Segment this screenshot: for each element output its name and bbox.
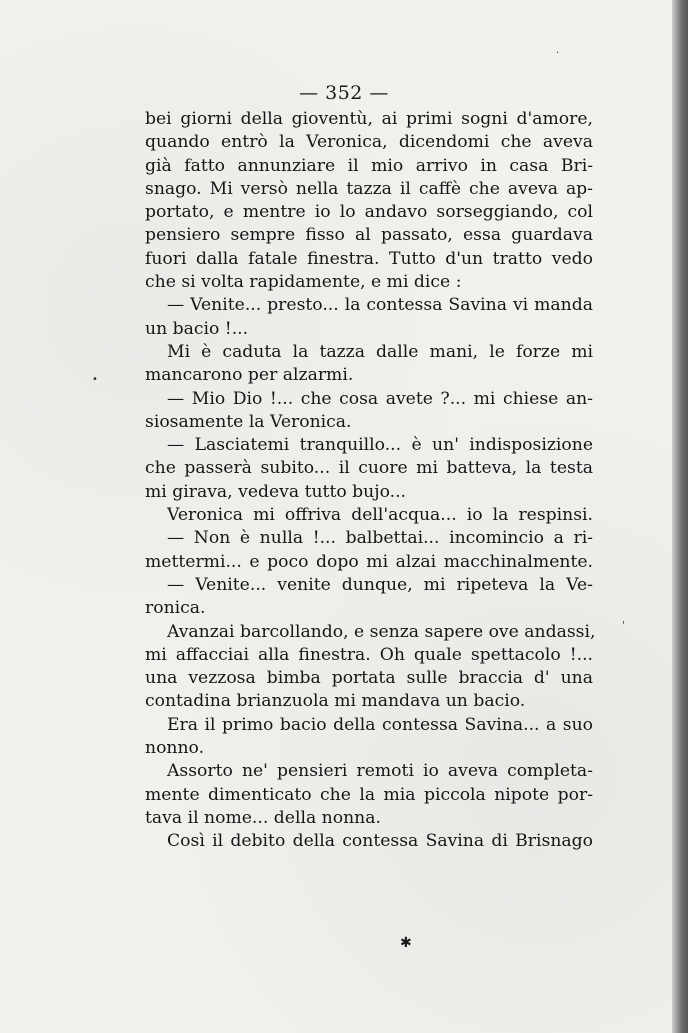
text-line: pensiero sempre fisso al passato, essa guardava [145,225,593,246]
text-line: una vezzosa bimba portata sulle braccia d' una [145,668,593,689]
page-number: — 352 — [299,82,389,104]
text-line: Veronica mi offriva dell'acqua... io la respinsi. [167,505,593,526]
text-line: — Venite... presto... la contessa Savina vi manda [167,295,593,316]
text-line: — Lasciatemi tranquillo... è un' indisposizione [167,435,593,456]
text-line: Così il debito della contessa Savina di Brisnago [167,831,593,852]
text-line: contadina brianzuola mi mandava un bacio. [145,691,526,712]
ink-speck: · [556,48,560,59]
page-edge-shadow [672,0,688,1033]
text-line: siosamente la Veronica. [145,411,352,432]
text-line: bei giorni della gioventù, ai primi sogni d'amore, [145,109,593,129]
text-line: — Venite... venite dunque, mi ripeteva la Ve- [167,574,593,595]
text-line: nonno. [145,738,205,759]
ornament-mark: ✱ [400,935,412,951]
ink-speck: ' [622,620,625,631]
text-line: Era il primo bacio della contessa Savina... a suo [167,714,593,735]
text-line: mettermi... e poco dopo mi alzai macchinalmente. [145,551,593,572]
body-text [145,108,596,854]
text-line: — Non è nulla !... balbettai... incomincio a ri- [167,528,593,549]
text-line: mancarono per alzarmi. [145,365,354,386]
text-line: portato, e mentre io lo andavo sorseggiando, col [145,202,593,223]
text-line: fuori dalla fatale finestra. Tutto d'un tratto vedo [145,248,593,269]
text-line: snago. Mi versò nella tazza il caffè che aveva ap- [145,178,593,199]
text-line: mi affacciai alla finestra. Oh quale spettacolo !... [145,644,593,665]
text-line: che si volta rapidamente, e mi dice : [145,272,462,293]
text-line: Avanzai barcollando, e senza sapere ove andassi, [167,621,596,642]
text-line: un bacio !... [145,318,249,339]
text-line: mente dimenticato che la mia piccola nipote por- [145,784,593,805]
text-line: mi girava, vedeva tutto bujo... [145,481,407,502]
text-line: — Mio Dio !... che cosa avete ?... mi chiese an- [167,388,593,409]
text-line: quando entrò la Veronica, dicendomi che aveva [145,132,593,153]
text-line: Assorto ne' pensieri remoti io aveva completa- [167,761,593,782]
text-line: Mi è caduta la tazza dalle mani, le forze mi [167,341,593,362]
text-line: tava il nome... della nonna. [145,807,381,828]
text-line: che passerà subito... il cuore mi batteva, la testa [145,458,593,479]
text-line: ronica. [145,598,206,619]
ink-speck: • [92,374,98,385]
text-line: già fatto annunziare il mio arrivo in casa Bri- [145,155,593,176]
